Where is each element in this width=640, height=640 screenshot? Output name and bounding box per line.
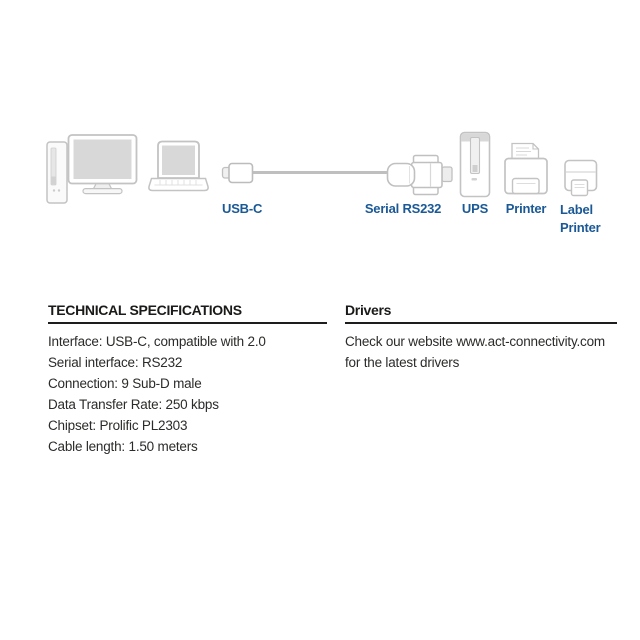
spec-item: Data Transfer Rate: 250 kbps	[48, 397, 219, 412]
drivers-text	[345, 331, 617, 373]
spec-item: Cable length: 1.50 meters	[48, 439, 198, 454]
technical-specifications-list	[48, 331, 327, 457]
printer-icon	[505, 144, 547, 194]
label-printer-label-line1: Label	[560, 202, 593, 217]
spec-item: Serial interface: RS232	[48, 355, 183, 370]
serial-rs232-connector-icon	[388, 156, 453, 195]
drivers-text-line: for the latest drivers	[345, 355, 460, 370]
usb-c-label: USB-C	[222, 201, 263, 216]
drivers-heading: Drivers	[345, 303, 617, 324]
connectivity-illustration	[0, 0, 640, 260]
label-printer-label	[560, 201, 601, 237]
monitor-icon	[69, 135, 137, 194]
label-printer-label-line2: Printer	[560, 220, 601, 235]
spec-item: Connection: 9 Sub-D male	[48, 376, 202, 391]
drivers-section	[345, 303, 617, 373]
label-printer-icon	[565, 161, 597, 196]
technical-specifications-section	[48, 303, 327, 457]
usb-c-connector-icon	[223, 164, 253, 183]
laptop-icon	[149, 142, 208, 191]
ups-label: UPS	[461, 201, 489, 216]
drivers-text-line: Check our website www.act-connectivity.com	[345, 334, 605, 349]
spec-item: Chipset: Prolific PL2303	[48, 418, 188, 433]
ups-icon	[461, 133, 490, 197]
printer-label: Printer	[505, 201, 547, 216]
serial-rs232-label: Serial RS232	[364, 201, 442, 216]
desktop-pc-icon	[47, 142, 67, 203]
technical-specifications-heading: TECHNICAL SPECIFICATIONS	[48, 303, 327, 324]
spec-item: Interface: USB-C, compatible with 2.0	[48, 334, 266, 349]
